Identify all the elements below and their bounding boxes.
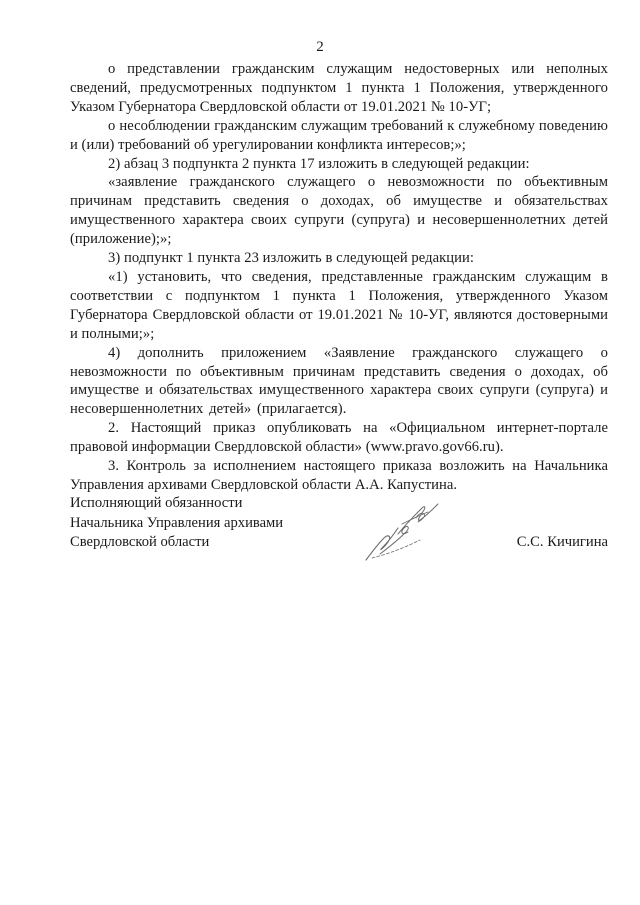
signatory-title-line: Свердловской области — [70, 534, 210, 550]
signatory-title-line: Исполняющий обязанности — [70, 495, 243, 511]
paragraph-false-information: о представлении гражданским служащим недостоверных или неполных сведений, предусмотренных подпунктом 1 пункта 1 Положения, утвержденного Указом Губернатора Свердловской области от 19.01.2021 № 10-УГ; — [70, 61, 608, 115]
document-body — [70, 60, 608, 495]
signatory-title-line: Начальника Управления архивами — [70, 514, 284, 531]
paragraph-item-2-text: «заявление гражданского служащего о невозможности по объективным причинам представить сведения о доходах, об имуществе и обязательствах имущественного характера своих супруги (супруга) и несовершеннолетних детей (приложение);»; — [70, 174, 608, 248]
handwritten-signature — [358, 494, 448, 566]
signatory-title — [70, 494, 283, 553]
paragraph-item-3-text: «1) установить, что сведения, представленные гражданским служащим в соответствии с подпунктом 1 пункта 1 Положения, утвержденного Указом Губернатора Свердловской области от 19.01.2021 № 10-УГ, являются достоверными и полными;»; — [70, 268, 608, 342]
signatory-name: С.С. Кичигина — [516, 534, 608, 550]
page-number: 2 — [316, 39, 324, 55]
paragraph-control: 3. Контроль за исполнением настоящего приказа возложить на Начальника Управления архивами Свердловской области А.А. Капустина. — [70, 458, 608, 493]
signature-block — [70, 494, 608, 574]
paragraph-conflict-of-interest: о несоблюдении гражданским служащим требований к служебному поведению и (или) требований об урегулировании конфликта интересов;»; — [70, 117, 608, 153]
paragraph-publication: 2. Настоящий приказ опубликовать на «Официальном интернет-портале правовой информации Свердловской области» (www.pravo.gov66.ru). — [70, 420, 608, 456]
paragraph-item-4-appendix: 4) дополнить приложением «Заявление гражданского служащего о невозможности по объективным причинам представить сведения о доходах, об имуществе и обязательствах имущественного характера своих супруги (супруга) и несовершеннолетних детей» (прилагается). — [70, 344, 608, 418]
paragraph-item-3-amendment: 3) подпункт 1 пункта 23 изложить в следующей редакции: — [108, 250, 474, 267]
paragraph-item-2-amendment: 2) абзац 3 подпункта 2 пункта 17 изложить в следующей редакции: — [108, 155, 530, 172]
